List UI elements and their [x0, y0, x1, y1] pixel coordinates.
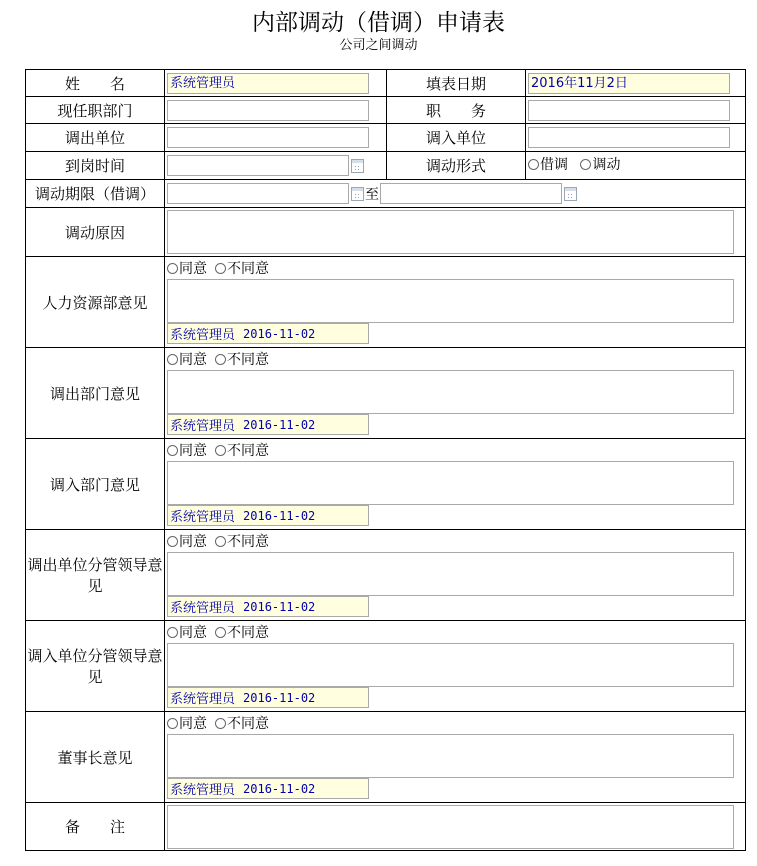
out-unit-cell: [165, 124, 387, 152]
remark-textarea[interactable]: [167, 805, 734, 849]
radio-agree[interactable]: [167, 445, 178, 456]
arrival-date-field[interactable]: [167, 155, 349, 176]
opinion-cell: [165, 621, 746, 712]
signer-name: 系统管理员: [170, 692, 236, 707]
radio-agree[interactable]: [167, 718, 178, 729]
opinion-textarea[interactable]: [167, 461, 734, 505]
transfer-form-table: [25, 69, 746, 851]
calendar-icon[interactable]: [351, 187, 364, 201]
radio-transfer-label: 调动: [592, 157, 621, 173]
radio-secondment[interactable]: [528, 159, 539, 170]
fill-date-cell: [526, 70, 746, 97]
in-unit-label: 调入单位: [387, 124, 526, 152]
current-dept-cell: [165, 97, 387, 124]
signature-field: [167, 505, 369, 526]
signature-date: 2016-11-02: [243, 508, 316, 523]
calendar-icon[interactable]: [351, 159, 364, 173]
name-field[interactable]: 系统管理员: [167, 73, 369, 94]
opinion-label: 董事长意见: [26, 712, 165, 803]
fill-date-label: 填表日期: [387, 70, 526, 97]
out-unit-field[interactable]: [167, 127, 369, 148]
arrival-label: 到岗时间: [26, 152, 165, 180]
agree-label: 同意: [179, 716, 207, 732]
form-row-remark: [26, 803, 746, 851]
agree-label: 同意: [179, 534, 207, 550]
period-label: 调动期限（借调）: [26, 180, 165, 208]
disagree-label: 不同意: [227, 261, 269, 277]
position-field[interactable]: [528, 100, 730, 121]
out-unit-label: 调出单位: [26, 124, 165, 152]
disagree-label: 不同意: [227, 352, 269, 368]
name-label: 姓 名: [26, 70, 165, 97]
signature-field: [167, 687, 369, 708]
remark-cell: [165, 803, 746, 851]
radio-disagree[interactable]: [215, 263, 226, 274]
period-start-field[interactable]: [167, 183, 349, 204]
form-row-name: [26, 70, 746, 97]
reason-cell: [165, 208, 746, 257]
opinion-row: [26, 348, 746, 439]
fill-date-field[interactable]: 2016年11月2日: [528, 73, 730, 94]
radio-secondment-label: 借调: [540, 157, 568, 173]
signature-date: 2016-11-02: [243, 690, 316, 705]
opinion-row: [26, 257, 746, 348]
opinion-row: [26, 621, 746, 712]
transfer-type-label: 调动形式: [387, 152, 526, 180]
reason-label: 调动原因: [26, 208, 165, 257]
disagree-label: 不同意: [227, 716, 269, 732]
opinion-row: [26, 712, 746, 803]
opinion-cell: [165, 257, 746, 348]
signer-name: 系统管理员: [170, 510, 236, 525]
signature-field: [167, 414, 369, 435]
period-end-field[interactable]: [380, 183, 562, 204]
signature-date: 2016-11-02: [243, 417, 316, 432]
radio-disagree[interactable]: [215, 354, 226, 365]
remark-label: 备 注: [26, 803, 165, 851]
period-to-label: 至: [365, 186, 379, 203]
position-label: 职 务: [387, 97, 526, 124]
signature-date: 2016-11-02: [243, 326, 316, 341]
radio-agree[interactable]: [167, 627, 178, 638]
form-subtitle: 公司之间调动: [339, 38, 418, 53]
signature-date: 2016-11-02: [243, 599, 316, 614]
signer-name: 系统管理员: [170, 419, 236, 434]
form-row-arrival: [26, 152, 746, 180]
calendar-icon[interactable]: [564, 187, 577, 201]
signature-field: [167, 596, 369, 617]
agree-label: 同意: [179, 261, 207, 277]
period-cell: [165, 180, 746, 208]
in-unit-cell: [526, 124, 746, 152]
agree-label: 同意: [179, 625, 207, 641]
signer-name: 系统管理员: [170, 601, 236, 616]
current-dept-field[interactable]: [167, 100, 369, 121]
radio-agree[interactable]: [167, 354, 178, 365]
form-title: 内部调动（借调）申请表: [252, 10, 505, 36]
signature-field: [167, 778, 369, 799]
opinion-label: 调出部门意见: [26, 348, 165, 439]
opinion-textarea[interactable]: [167, 552, 734, 596]
opinion-label: 人力资源部意见: [26, 257, 165, 348]
opinion-textarea[interactable]: [167, 643, 734, 687]
form-row-dept: [26, 97, 746, 124]
opinion-label: 调入部门意见: [26, 439, 165, 530]
name-cell: [165, 70, 387, 97]
transfer-type-cell: [526, 152, 746, 180]
position-cell: [526, 97, 746, 124]
opinion-cell: [165, 530, 746, 621]
signature-date: 2016-11-02: [243, 781, 316, 796]
signature-field: [167, 323, 369, 344]
radio-disagree[interactable]: [215, 718, 226, 729]
signer-name: 系统管理员: [170, 328, 236, 343]
opinion-textarea[interactable]: [167, 279, 734, 323]
disagree-label: 不同意: [227, 625, 269, 641]
signer-name: 系统管理员: [170, 783, 236, 798]
current-dept-label: 现任职部门: [26, 97, 165, 124]
opinion-cell: [165, 712, 746, 803]
arrival-cell: [165, 152, 387, 180]
opinion-cell: [165, 439, 746, 530]
opinion-textarea[interactable]: [167, 734, 734, 778]
radio-disagree[interactable]: [215, 536, 226, 547]
reason-textarea[interactable]: [167, 210, 734, 254]
opinion-label: 调出单位分管领导意见: [26, 530, 165, 621]
form-row-reason: [26, 208, 746, 257]
disagree-label: 不同意: [227, 443, 269, 459]
opinion-row: [26, 530, 746, 621]
form-row-units: [26, 124, 746, 152]
opinion-label: 调入单位分管领导意见: [26, 621, 165, 712]
radio-transfer[interactable]: [580, 159, 591, 170]
opinion-row: [26, 439, 746, 530]
radio-agree[interactable]: [167, 263, 178, 274]
radio-disagree[interactable]: [215, 627, 226, 638]
disagree-label: 不同意: [227, 534, 269, 550]
radio-disagree[interactable]: [215, 445, 226, 456]
opinion-cell: [165, 348, 746, 439]
in-unit-field[interactable]: [528, 127, 730, 148]
agree-label: 同意: [179, 443, 207, 459]
opinion-textarea[interactable]: [167, 370, 734, 414]
form-row-period: [26, 180, 746, 208]
agree-label: 同意: [179, 352, 207, 368]
radio-agree[interactable]: [167, 536, 178, 547]
